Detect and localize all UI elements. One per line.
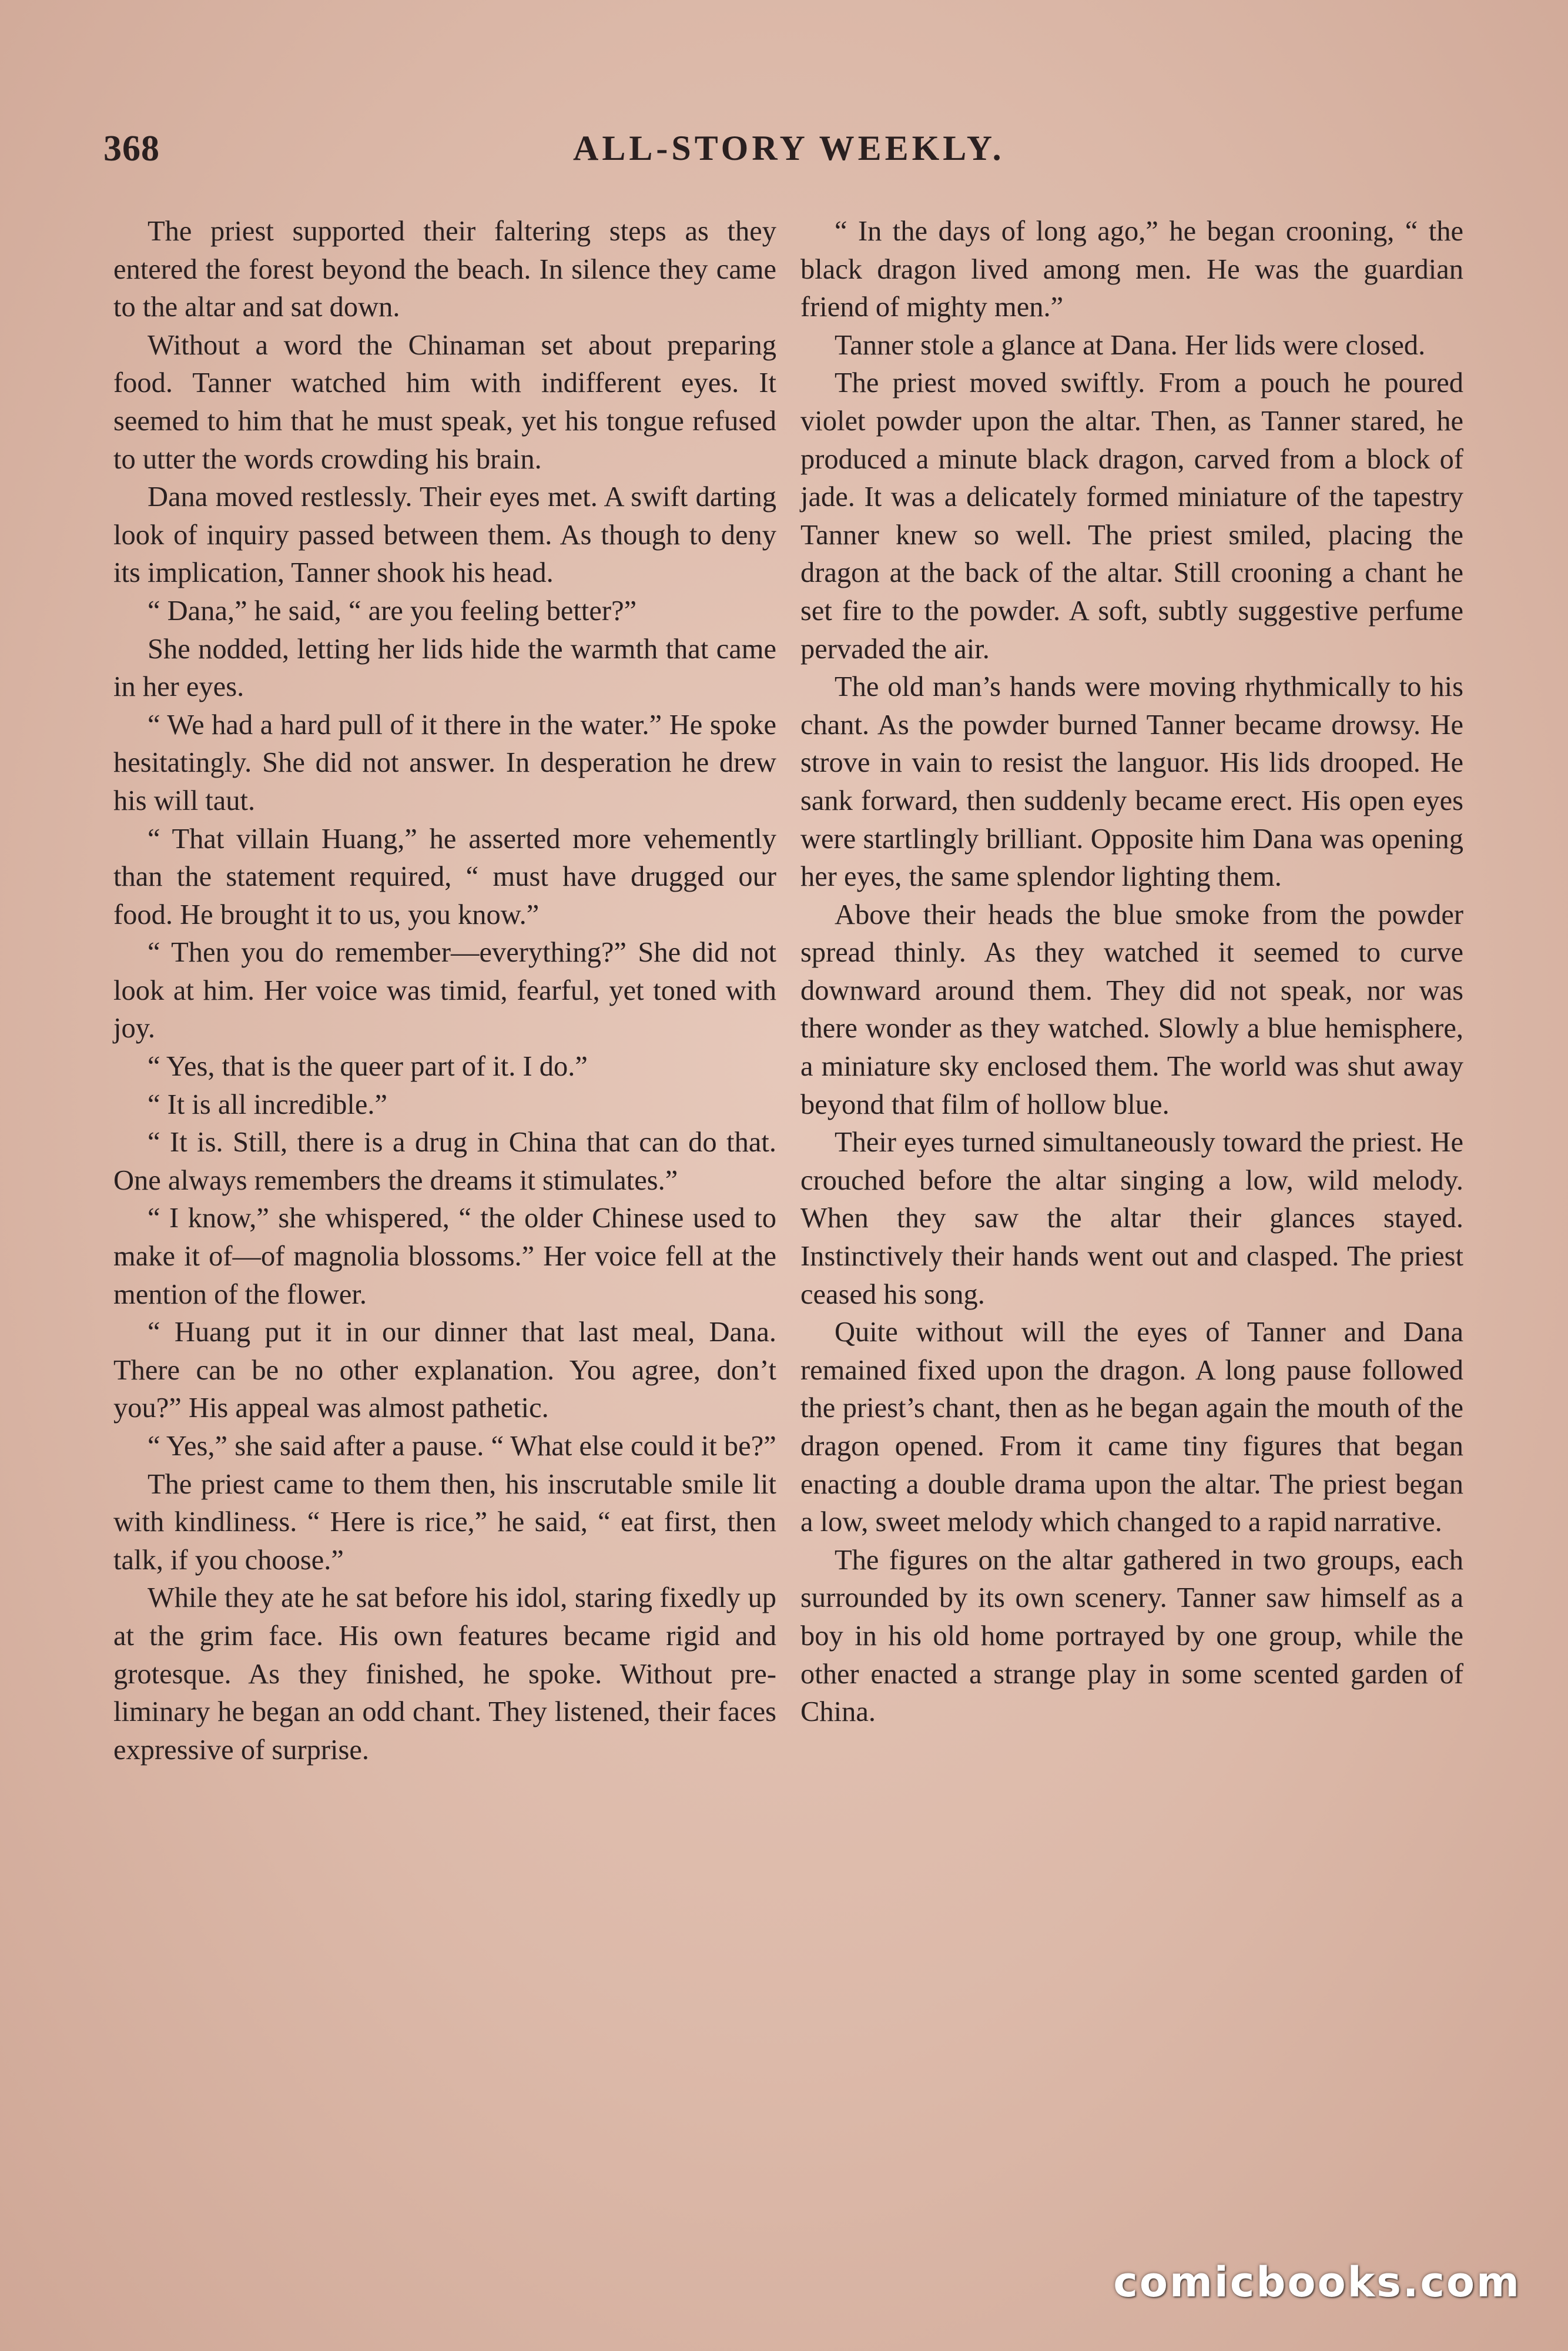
paragraph: Their eyes turned simultaneously toward the priest. He crouched before the altar singing a low, wild melody. When they saw the altar their glances stayed. Instinctively their hands went out and clasped. The priest ceased his song. <box>800 1127 1463 1310</box>
paragraph: Dana moved restlessly. Their eyes met. A swift darting look of inquiry passed between them. As though to deny its implication, Tanner shook his head. <box>113 481 776 589</box>
paragraph: Tanner stole a glance at Dana. Her lids were closed. <box>835 329 1426 361</box>
paragraph: “ I know,” she whispered, “ the older Chinese used to make it of—of magnolia blossoms.” Her voice fell at the mention of the flower. <box>113 1203 776 1310</box>
paragraph: “ We had a hard pull of it there in the water.” He spoke hesitatingly. She did not answer. In desperation he drew his will taut. <box>113 709 776 816</box>
paragraph: She nodded, letting her lids hide the warmth that came in her eyes. <box>113 633 776 703</box>
paragraph: “ Yes,” she said after a pause. “ What else could it be?” <box>148 1431 776 1462</box>
paragraph: “ Then you do remember—everything?” She did not look at him. Her voice was timid, fearful, yet toned with joy. <box>113 937 776 1044</box>
paragraph: Above their heads the blue smoke from the powder spread thinly. As they watched it seemed to curve downward around them. They did not speak, nor was there wonder as they watched. Slowly a blue hemisphere, a miniature sky enclosed them. The world was shut away beyond that film of hollow blue. <box>800 899 1463 1120</box>
paragraph: “ It is. Still, there is a drug in China that can do that. One always remembers the dreams it stimulates.” <box>113 1127 776 1196</box>
watermark-logo: comicbooks.com <box>1113 2258 1521 2306</box>
page-header <box>0 128 1568 181</box>
paragraph: Quite without will the eyes of Tanner and Dana remained fixed upon the dragon. A long pause followed the priest’s chant, then as he began again the mouth of the dragon opened. From it came tiny figures that began enacting a double drama upon the altar. The priest began a low, sweet melody which changed to a rapid narrative. <box>800 1317 1463 1538</box>
paragraph: “ Yes, that is the queer part of it. I do.” <box>148 1051 588 1083</box>
right-text-column <box>800 213 1463 1732</box>
paragraph: The priest came to them then, his inscrutable smile lit with kindliness. “ Here is rice,” he said, “ eat first, then talk, if you choose.” <box>113 1468 776 1576</box>
page-number: 368 <box>103 129 160 169</box>
left-text-column <box>113 213 776 1769</box>
running-title: ALL-STORY WEEKLY. <box>573 129 1005 168</box>
paragraph: “ Huang put it in our dinner that last meal, Dana. There can be no other explanation. You agree, don’t you?” His appeal was almost pathetic. <box>113 1317 776 1424</box>
paragraph: While they ate he sat before his idol, staring fixedly up at the grim face. His own features became rigid and grotesque. As they finished, he spoke. Without preliminary he began an odd chant. They listened, their faces expressive of surprise. <box>113 1582 776 1766</box>
paragraph: The figures on the altar gathered in two groups, each surrounded by its own scenery. Tanner saw himself as a boy in his old home portrayed by one group, while the other enacted a strange play in some scented garden of China. <box>800 1544 1463 1728</box>
paragraph: The priest moved swiftly. From a pouch he poured violet powder upon the altar. Then, as Tanner stared, he produced a minute black dragon, carved from a block of jade. It was a delicately formed miniature of the tapestry Tanner knew so well. The priest smiled, placing the dragon at the back of the altar. Still crooning a chant he set fire to the powder. A soft, subtly suggestive perfume pervaded the air. <box>800 367 1463 665</box>
paragraph: The priest supported their faltering steps as they entered the forest beyond the beach. In silence they came to the altar and sat down. <box>113 216 776 323</box>
paragraph: “ It is all incredible.” <box>148 1089 388 1120</box>
paragraph: Without a word the Chinaman set about preparing food. Tanner watched him with indifferent eyes. It seemed to him that he must speak, yet his tongue refused to utter the words crowding his brain. <box>113 329 776 475</box>
paragraph: “ That villain Huang,” he asserted more vehemently than the statement required, “ must have drugged our food. He brought it to us, you know.” <box>113 823 776 930</box>
paragraph: The old man’s hands were moving rhythmically to his chant. As the powder burned Tanner became drowsy. He strove in vain to resist the languor. His lids drooped. He sank forward, then suddenly became erect. His open eyes were startlingly brilliant. Opposite him Dana was opening her eyes, the same splendor lighting them. <box>800 671 1463 893</box>
paragraph: “ Dana,” he said, “ are you feeling better?” <box>148 595 637 627</box>
paragraph: “ In the days of long ago,” he began crooning, “ the black dragon lived among men. He was the guardian friend of mighty men.” <box>800 216 1463 323</box>
